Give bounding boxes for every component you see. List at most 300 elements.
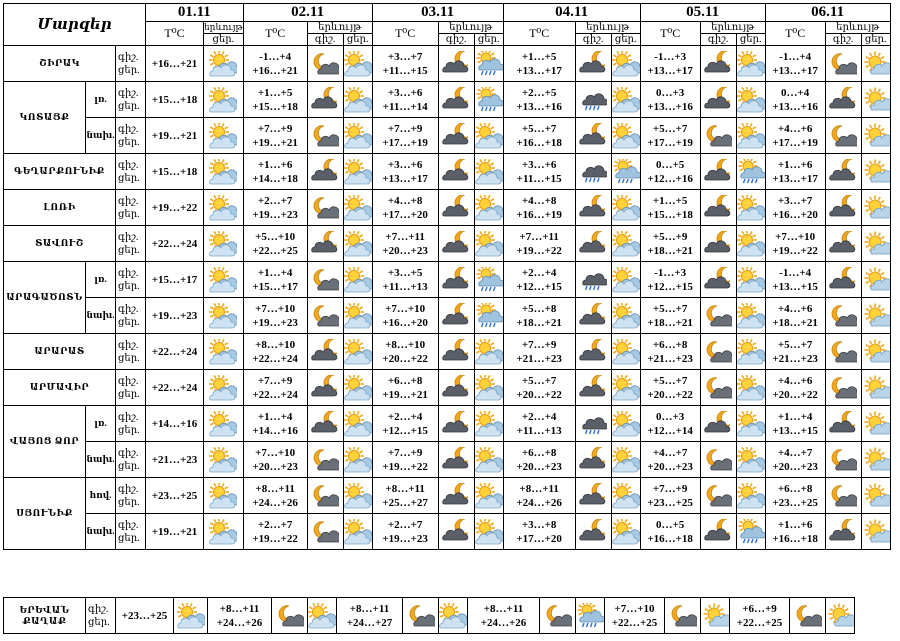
subregion-name: լռ. bbox=[86, 262, 116, 298]
partly-sunny-icon bbox=[343, 118, 372, 154]
partly-sunny-icon bbox=[343, 298, 372, 334]
dark-cloud-icon bbox=[700, 46, 736, 82]
day-temp: +21…+23 bbox=[516, 352, 562, 365]
night-temp: +1…+4 bbox=[777, 410, 813, 423]
temperature-cell bbox=[116, 598, 174, 634]
temperature-cell bbox=[372, 514, 438, 550]
sunny-icon bbox=[826, 598, 855, 634]
temperature-cell bbox=[640, 478, 700, 514]
night-temp: +5…+7 bbox=[652, 374, 688, 387]
temperature-cell bbox=[146, 298, 204, 334]
dark-cloud-icon bbox=[575, 226, 611, 262]
temperature-cell bbox=[503, 514, 575, 550]
day-night-label bbox=[116, 46, 146, 82]
partly-sunny-icon bbox=[736, 442, 765, 478]
day-night-label bbox=[116, 478, 146, 514]
dark-cloud-icon bbox=[700, 82, 736, 118]
dark-cloud-icon bbox=[700, 154, 736, 190]
dark-cloud-icon bbox=[438, 262, 474, 298]
day-temp: +19…+22 bbox=[516, 244, 562, 257]
dark-cloud-icon bbox=[307, 370, 343, 406]
day-temp: +19…+21 bbox=[382, 388, 428, 401]
region-name: ՇԻՐԱԿ bbox=[4, 46, 116, 82]
temperature-cell bbox=[372, 226, 438, 262]
day-temp: +15…+18 bbox=[647, 208, 693, 221]
temperature-cell bbox=[503, 262, 575, 298]
night-temp: +4…+6 bbox=[777, 122, 813, 135]
night-temp: +8…+10 bbox=[255, 338, 296, 351]
temperature-cell bbox=[146, 154, 204, 190]
forecast-table bbox=[3, 3, 891, 550]
phenomenon-col-header: երևույթ bbox=[204, 22, 243, 32]
day-temp: +19…+22 bbox=[151, 201, 198, 214]
dark-cloud-icon bbox=[575, 298, 611, 334]
temperature-cell bbox=[146, 262, 204, 298]
night-label: գիշ. bbox=[118, 123, 139, 135]
day-temp: +13…+17 bbox=[772, 64, 818, 77]
night-header: գիշ. bbox=[575, 34, 611, 46]
day-temp: +16…+19 bbox=[516, 208, 562, 221]
night-temp: +7…+9 bbox=[387, 122, 423, 135]
partly-sunny-icon bbox=[736, 118, 765, 154]
night-temp: +7…+9 bbox=[257, 374, 293, 387]
night-temp: +2…+4 bbox=[521, 410, 557, 423]
day-temp: +20…+23 bbox=[516, 460, 562, 473]
night-label: գիշ. bbox=[118, 411, 139, 423]
day-temp: +22…+24 bbox=[252, 352, 298, 365]
day-night-label bbox=[116, 298, 146, 334]
region-row bbox=[4, 118, 891, 154]
rain-icon bbox=[576, 598, 605, 634]
night-label: գիշ. bbox=[118, 519, 139, 531]
temperature-cell bbox=[640, 118, 700, 154]
dark-cloud-icon bbox=[700, 226, 736, 262]
moon-cloud-icon bbox=[790, 598, 826, 634]
temperature-cell bbox=[503, 226, 575, 262]
partly-sunny-icon bbox=[611, 298, 640, 334]
day-night-label bbox=[116, 406, 146, 442]
temperature-cell bbox=[765, 262, 825, 298]
moon-cloud-icon bbox=[307, 478, 343, 514]
temperature-cell bbox=[503, 190, 575, 226]
region-name: ԵՐԵՎԱՆ ՔԱՂԱՔ bbox=[4, 598, 86, 634]
partly-sunny-icon bbox=[343, 262, 372, 298]
night-temp: +7…+9 bbox=[521, 338, 557, 351]
temp-col-header: T⁰C bbox=[765, 22, 825, 46]
temperature-cell bbox=[765, 82, 825, 118]
night-label: գիշ. bbox=[88, 603, 109, 615]
moon-cloud-icon bbox=[307, 190, 343, 226]
night-temp: +5…+7 bbox=[652, 302, 688, 315]
temperature-cell bbox=[765, 406, 825, 442]
partly-sunny-icon bbox=[204, 190, 244, 226]
day-temp: +23…+25 bbox=[772, 496, 818, 509]
day-temp: +22…+24 bbox=[151, 237, 198, 250]
night-label: գիշ. bbox=[118, 375, 139, 387]
page-title: Մարզեր bbox=[4, 4, 146, 46]
day-temp: +24…+26 bbox=[516, 496, 562, 509]
dark-cloud-icon bbox=[438, 46, 474, 82]
partly-sunny-icon bbox=[204, 334, 244, 370]
day-header: ցեր. bbox=[611, 34, 640, 46]
partly-sunny-icon bbox=[439, 598, 468, 634]
dark-cloud-icon bbox=[825, 154, 861, 190]
night-temp: +1…+5 bbox=[521, 50, 557, 63]
rain-icon bbox=[474, 46, 503, 82]
rain-icon bbox=[736, 514, 765, 550]
night-temp: +7…+9 bbox=[257, 122, 293, 135]
sunny-icon bbox=[861, 262, 890, 298]
moon-cloud-icon bbox=[307, 514, 343, 550]
moon-cloud-icon bbox=[307, 442, 343, 478]
partly-sunny-icon bbox=[474, 478, 503, 514]
night-temp: +4…+6 bbox=[777, 302, 813, 315]
day-temp: +13…+16 bbox=[772, 100, 818, 113]
dark-cloud-icon bbox=[700, 262, 736, 298]
temperature-cell bbox=[372, 298, 438, 334]
partly-sunny-icon bbox=[174, 598, 208, 634]
partly-sunny-icon bbox=[204, 82, 244, 118]
night-temp: -1…+4 bbox=[779, 50, 812, 63]
temperature-cell bbox=[146, 118, 204, 154]
temperature-cell bbox=[765, 442, 825, 478]
temperature-cell bbox=[243, 82, 307, 118]
dark-cloud-icon bbox=[575, 334, 611, 370]
dark-cloud-icon bbox=[438, 298, 474, 334]
moon-cloud-icon bbox=[403, 598, 439, 634]
sunny-icon bbox=[861, 46, 890, 82]
day-header: ցեր. bbox=[204, 34, 244, 46]
day-label: ցեր. bbox=[118, 208, 140, 220]
night-temp: +2…+7 bbox=[257, 518, 293, 531]
phenomenon-col-header: երևույթ bbox=[307, 22, 372, 34]
rain-icon bbox=[474, 298, 503, 334]
dark-cloud-icon bbox=[575, 118, 611, 154]
partly-sunny-icon bbox=[611, 334, 640, 370]
day-temp: +20…+23 bbox=[772, 460, 818, 473]
day-label: ցեր. bbox=[118, 100, 140, 112]
partly-sunny-icon bbox=[611, 82, 640, 118]
dark-cloud-icon bbox=[438, 406, 474, 442]
phenomenon-col-header: երևույթ bbox=[700, 22, 765, 34]
day-temp: +16…+20 bbox=[382, 316, 428, 329]
day-temp: +19…+22 bbox=[252, 532, 298, 545]
day-temp: +13…+17 bbox=[382, 172, 428, 185]
night-temp: +5…+7 bbox=[652, 122, 688, 135]
day-temp: +17…+20 bbox=[516, 532, 562, 545]
night-rain-icon bbox=[575, 406, 611, 442]
temperature-cell bbox=[243, 406, 307, 442]
dark-cloud-icon bbox=[825, 226, 861, 262]
night-temp: +7…+11 bbox=[519, 230, 559, 243]
temperature-cell bbox=[468, 598, 540, 634]
night-label: գիշ. bbox=[118, 159, 139, 171]
partly-sunny-icon bbox=[343, 190, 372, 226]
day-label: ցեր. bbox=[118, 532, 140, 544]
night-header: գիշ. bbox=[438, 34, 474, 46]
day-temp: +19…+21 bbox=[151, 525, 198, 538]
moon-cloud-icon bbox=[700, 442, 736, 478]
moon-cloud-icon bbox=[307, 262, 343, 298]
night-temp: +2…+4 bbox=[387, 410, 423, 423]
region-name: ՍՅՈՒՆԻՔ bbox=[4, 478, 86, 550]
moon-cloud-icon bbox=[700, 118, 736, 154]
dark-cloud-icon bbox=[438, 514, 474, 550]
night-temp: +5…+7 bbox=[777, 338, 813, 351]
sunny-icon bbox=[861, 118, 890, 154]
partly-sunny-icon bbox=[343, 154, 372, 190]
night-temp: +7…+10 bbox=[255, 446, 296, 459]
moon-cloud-icon bbox=[825, 478, 861, 514]
region-row bbox=[4, 598, 855, 634]
day-temp: +24…+26 bbox=[216, 616, 263, 629]
partly-sunny-icon bbox=[474, 442, 503, 478]
day-temp: +15…+18 bbox=[252, 100, 298, 113]
temperature-cell bbox=[372, 190, 438, 226]
dark-cloud-icon bbox=[438, 226, 474, 262]
region-row bbox=[4, 154, 891, 190]
region-name: ԱՐԱՐԱՏ bbox=[4, 334, 116, 370]
night-temp: 0…+4 bbox=[781, 86, 810, 99]
day-temp: +19…+23 bbox=[252, 316, 298, 329]
day-temp: +18…+21 bbox=[516, 316, 562, 329]
day-temp: +11…+13 bbox=[382, 280, 428, 293]
dark-cloud-icon bbox=[825, 82, 861, 118]
temperature-cell bbox=[243, 46, 307, 82]
day-label: ցեր. bbox=[118, 388, 140, 400]
day-temp: +15…+18 bbox=[151, 165, 198, 178]
night-temp: -1…+3 bbox=[654, 50, 687, 63]
region-name: ԿՈՏԱՅՔ bbox=[4, 82, 86, 154]
moon-cloud-icon bbox=[307, 118, 343, 154]
day-temp: +13…+15 bbox=[772, 424, 818, 437]
night-temp: +2…+5 bbox=[521, 86, 557, 99]
temperature-cell bbox=[765, 370, 825, 406]
temperature-cell bbox=[146, 46, 204, 82]
dark-cloud-icon bbox=[575, 478, 611, 514]
partly-sunny-icon bbox=[736, 370, 765, 406]
day-temp: +13…+16 bbox=[516, 100, 562, 113]
dark-cloud-icon bbox=[438, 154, 474, 190]
partly-sunny-icon bbox=[611, 478, 640, 514]
partly-sunny-icon bbox=[343, 406, 372, 442]
temperature-cell bbox=[765, 154, 825, 190]
moon-cloud-icon bbox=[700, 298, 736, 334]
temperature-cell bbox=[243, 478, 307, 514]
temperature-cell bbox=[640, 298, 700, 334]
temperature-cell bbox=[146, 370, 204, 406]
day-temp: +12…+16 bbox=[647, 172, 693, 185]
partly-sunny-icon bbox=[204, 298, 244, 334]
night-temp: +8…+10 bbox=[385, 338, 426, 351]
day-label: ցեր. bbox=[118, 424, 140, 436]
region-row bbox=[4, 82, 891, 118]
day-temp: +22…+24 bbox=[252, 388, 298, 401]
partly-sunny-icon bbox=[343, 442, 372, 478]
temperature-cell bbox=[146, 442, 204, 478]
partly-sunny-icon bbox=[474, 226, 503, 262]
day-temp: +17…+19 bbox=[772, 136, 818, 149]
day-temp: +18…+21 bbox=[647, 316, 693, 329]
temperature-cell bbox=[243, 226, 307, 262]
day-night-label bbox=[86, 598, 116, 634]
temperature-cell bbox=[503, 82, 575, 118]
day-night-label bbox=[116, 370, 146, 406]
temp-col-header: T⁰C bbox=[503, 22, 575, 46]
partly-sunny-icon bbox=[611, 442, 640, 478]
partly-sunny-icon bbox=[611, 190, 640, 226]
day-temp: +13…+17 bbox=[647, 64, 693, 77]
dark-cloud-icon bbox=[438, 442, 474, 478]
partly-sunny-icon bbox=[204, 406, 244, 442]
partly-sunny-icon bbox=[343, 46, 372, 82]
day-label: ցեր. bbox=[118, 496, 140, 508]
dark-cloud-icon bbox=[825, 190, 861, 226]
night-temp: +6…+8 bbox=[387, 374, 423, 387]
day-header: ցեր. bbox=[861, 34, 890, 46]
temperature-cell bbox=[765, 298, 825, 334]
date-header: 03.11 bbox=[372, 4, 503, 22]
temp-col-header: T⁰C bbox=[372, 22, 438, 46]
partly-sunny-icon bbox=[204, 442, 244, 478]
temperature-cell bbox=[372, 442, 438, 478]
sunny-icon bbox=[861, 334, 890, 370]
partly-sunny-icon bbox=[736, 334, 765, 370]
dark-cloud-icon bbox=[438, 118, 474, 154]
sunny-icon bbox=[861, 190, 890, 226]
partly-sunny-icon bbox=[204, 514, 244, 550]
day-temp: +14…+18 bbox=[252, 172, 298, 185]
date-header: 04.11 bbox=[503, 4, 640, 22]
night-temp: +5…+10 bbox=[255, 230, 296, 243]
day-temp: +25…+27 bbox=[382, 496, 428, 509]
moon-cloud-icon bbox=[825, 118, 861, 154]
partly-sunny-icon bbox=[308, 598, 337, 634]
day-temp: +20…+23 bbox=[252, 460, 298, 473]
day-temp: +12…+15 bbox=[382, 424, 428, 437]
day-night-label bbox=[116, 442, 146, 478]
region-name: ՎԱՅՈՑ ՁՈՐ bbox=[4, 406, 86, 478]
night-label: գիշ. bbox=[118, 483, 139, 495]
night-temp: +1…+4 bbox=[257, 266, 293, 279]
temperature-cell bbox=[765, 190, 825, 226]
partly-sunny-icon bbox=[343, 514, 372, 550]
night-temp: +7…+9 bbox=[387, 446, 423, 459]
night-temp: +3…+5 bbox=[387, 266, 423, 279]
moon-cloud-icon bbox=[307, 298, 343, 334]
rain-icon bbox=[611, 154, 640, 190]
night-temp: +5…+7 bbox=[521, 122, 557, 135]
day-temp: +17…+20 bbox=[382, 208, 428, 221]
day-temp: +14…+16 bbox=[252, 424, 298, 437]
dark-cloud-icon bbox=[575, 514, 611, 550]
partly-sunny-icon bbox=[611, 226, 640, 262]
partly-sunny-icon bbox=[736, 478, 765, 514]
night-temp: 0…+3 bbox=[656, 410, 685, 423]
day-temp: +23…+25 bbox=[647, 496, 693, 509]
night-header: գիշ. bbox=[307, 34, 343, 46]
day-temp: +23…+25 bbox=[151, 489, 198, 502]
night-temp: +4…+8 bbox=[387, 194, 423, 207]
dark-cloud-icon bbox=[438, 190, 474, 226]
night-temp: +3…+7 bbox=[777, 194, 813, 207]
subregion-name: նախ. bbox=[86, 514, 116, 550]
night-label: գիշ. bbox=[118, 303, 139, 315]
night-temp: +1…+6 bbox=[777, 158, 813, 171]
day-label: ցեր. bbox=[88, 616, 110, 628]
moon-cloud-icon bbox=[825, 334, 861, 370]
day-night-label bbox=[116, 334, 146, 370]
dark-cloud-icon bbox=[307, 406, 343, 442]
day-temp: +20…+22 bbox=[516, 388, 562, 401]
dark-cloud-icon bbox=[825, 262, 861, 298]
day-temp: +13…+17 bbox=[772, 172, 818, 185]
day-temp: +20…+23 bbox=[382, 244, 428, 257]
temperature-cell bbox=[765, 514, 825, 550]
temperature-cell bbox=[503, 442, 575, 478]
partly-sunny-icon bbox=[474, 154, 503, 190]
temperature-cell bbox=[243, 298, 307, 334]
temperature-cell bbox=[503, 370, 575, 406]
night-temp: +6…+8 bbox=[652, 338, 688, 351]
night-temp: +5…+9 bbox=[652, 230, 688, 243]
day-temp: +24…+26 bbox=[480, 616, 527, 629]
day-temp: +20…+22 bbox=[647, 388, 693, 401]
region-row bbox=[4, 514, 891, 550]
temperature-cell bbox=[730, 598, 790, 634]
temperature-cell bbox=[605, 598, 665, 634]
day-temp: +20…+23 bbox=[647, 460, 693, 473]
day-temp: +15…+17 bbox=[151, 273, 198, 286]
day-temp: +13…+17 bbox=[516, 64, 562, 77]
temperature-cell bbox=[372, 118, 438, 154]
sunny-icon bbox=[861, 226, 890, 262]
partly-sunny-icon bbox=[204, 370, 244, 406]
day-temp: +24…+26 bbox=[252, 496, 298, 509]
day-temp: +19…+23 bbox=[151, 309, 198, 322]
night-temp: 0…+5 bbox=[656, 158, 685, 171]
moon-cloud-icon bbox=[307, 46, 343, 82]
day-temp: +14…+16 bbox=[151, 417, 198, 430]
night-label: գիշ. bbox=[118, 195, 139, 207]
day-label: ցեր. bbox=[118, 460, 140, 472]
yerevan-table bbox=[3, 597, 855, 634]
day-temp: +17…+19 bbox=[382, 136, 428, 149]
phenomenon-col-header: երևույթ bbox=[825, 22, 890, 34]
region-name: ԼՈՌԻ bbox=[4, 190, 116, 226]
dark-cloud-icon bbox=[438, 478, 474, 514]
night-temp: +4…+8 bbox=[521, 194, 557, 207]
partly-sunny-icon bbox=[343, 82, 372, 118]
night-temp: +7…+9 bbox=[652, 482, 688, 495]
day-temp: +22…+24 bbox=[151, 345, 198, 358]
day-temp: +19…+23 bbox=[252, 208, 298, 221]
day-header: ցեր. bbox=[736, 34, 765, 46]
temperature-cell bbox=[765, 118, 825, 154]
night-temp: +3…+7 bbox=[387, 50, 423, 63]
temperature-cell bbox=[146, 406, 204, 442]
partly-sunny-icon bbox=[204, 154, 244, 190]
dark-cloud-icon bbox=[700, 514, 736, 550]
day-label: ցեր. bbox=[118, 136, 140, 148]
day-temp: +22…+25 bbox=[611, 616, 658, 629]
night-temp: +3…+6 bbox=[387, 158, 423, 171]
night-temp: +8…+11 bbox=[519, 482, 559, 495]
partly-sunny-icon bbox=[474, 334, 503, 370]
temperature-cell bbox=[243, 370, 307, 406]
temperature-cell bbox=[640, 442, 700, 478]
temperature-cell bbox=[372, 334, 438, 370]
